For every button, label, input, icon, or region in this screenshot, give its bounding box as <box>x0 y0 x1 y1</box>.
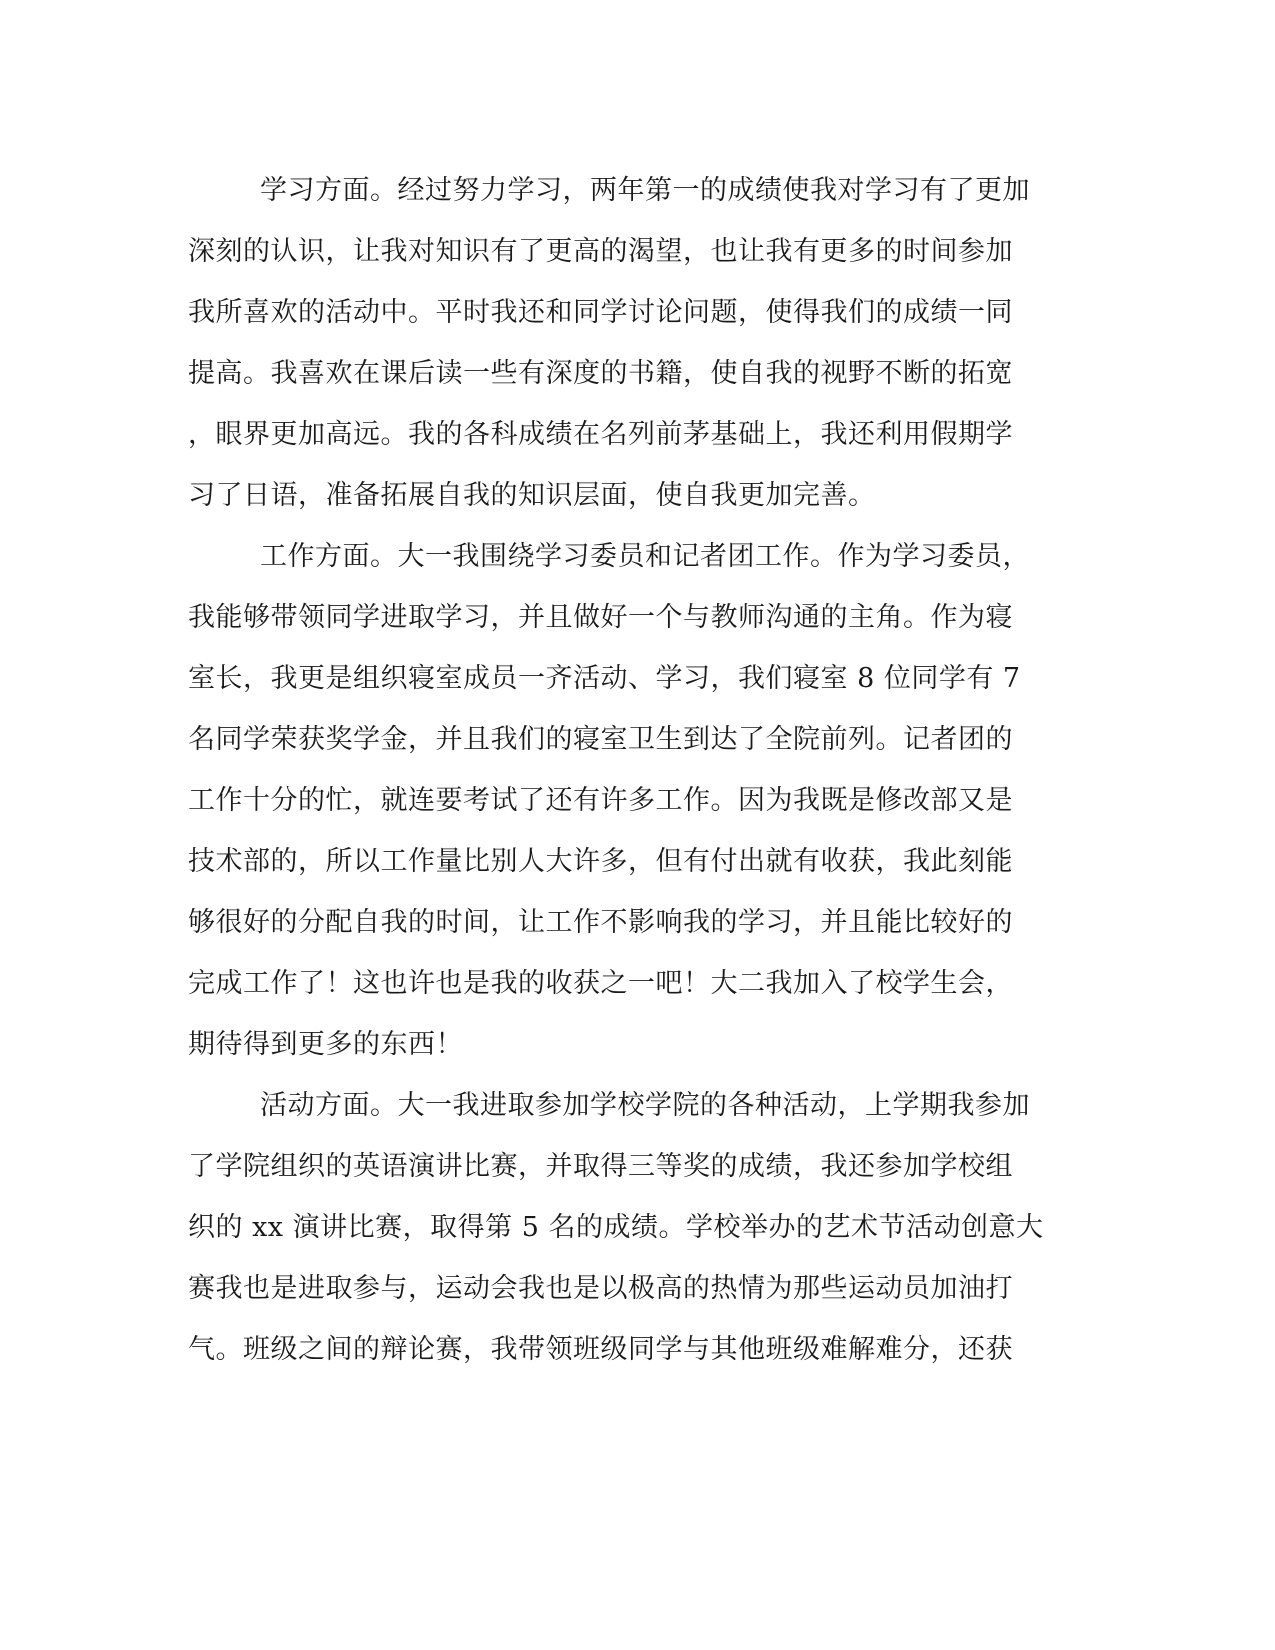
text-line: 够很好的分配自我的时间，让工作不影响我的学习，并且能比较好的 <box>188 907 1013 938</box>
text-line: 我能够带领同学进取学习，并且做好一个与教师沟通的主角。作为寝 <box>188 602 1013 633</box>
text-line: 深刻的认识，让我对知识有了更高的渴望，也让我有更多的时间参加 <box>188 236 1013 267</box>
text-line: 完成工作了！这也许也是我的收获之一吧！大二我加入了校学生会， <box>188 968 1013 999</box>
text-line: 技术部的，所以工作量比别人大许多，但有付出就有收获，我此刻能 <box>188 846 1013 877</box>
paragraph-study <box>188 160 1068 526</box>
text-line: 工作方面。大一我围绕学习委员和记者团工作。作为学习委员， <box>260 541 1030 572</box>
text-line: ，眼界更加高远。我的各科成绩在名列前茅基础上，我还利用假期学 <box>188 419 1013 450</box>
text-line: 赛我也是进取参与，运动会我也是以极高的热情为那些运动员加油打 <box>188 1273 1013 1304</box>
text-line: 习了日语，准备拓展自我的知识层面，使自我更加完善。 <box>188 480 876 511</box>
text-line: 我所喜欢的活动中。平时我还和同学讨论问题，使得我们的成绩一同 <box>188 297 1013 328</box>
text-line: 室长，我更是组织寝室成员一齐活动、学习，我们寝室 8 位同学有 7 <box>188 663 1021 694</box>
document-body <box>188 160 1068 1380</box>
text-line: 了学院组织的英语演讲比赛，并取得三等奖的成绩，我还参加学校组 <box>188 1151 1013 1182</box>
text-line: 学习方面。经过努力学习，两年第一的成绩使我对学习有了更加 <box>260 175 1030 206</box>
text-line: 名同学荣获奖学金，并且我们的寝室卫生到达了全院前列。记者团的 <box>188 724 1013 755</box>
text-line: 期待得到更多的东西！ <box>188 1029 463 1060</box>
text-line: 提高。我喜欢在课后读一些有深度的书籍，使自我的视野不断的拓宽 <box>188 358 1013 389</box>
text-line: 活动方面。大一我进取参加学校学院的各种活动，上学期我参加 <box>260 1090 1030 1121</box>
text-line: 气。班级之间的辩论赛，我带领班级同学与其他班级难解难分，还获 <box>188 1334 1013 1365</box>
text-line: 织的 xx 演讲比赛，取得第 5 名的成绩。学校举办的艺术节活动创意大 <box>188 1212 1044 1243</box>
paragraph-activities <box>188 1075 1068 1380</box>
text-line: 工作十分的忙，就连要考试了还有许多工作。因为我既是修改部又是 <box>188 785 1013 816</box>
paragraph-work <box>188 526 1068 1075</box>
